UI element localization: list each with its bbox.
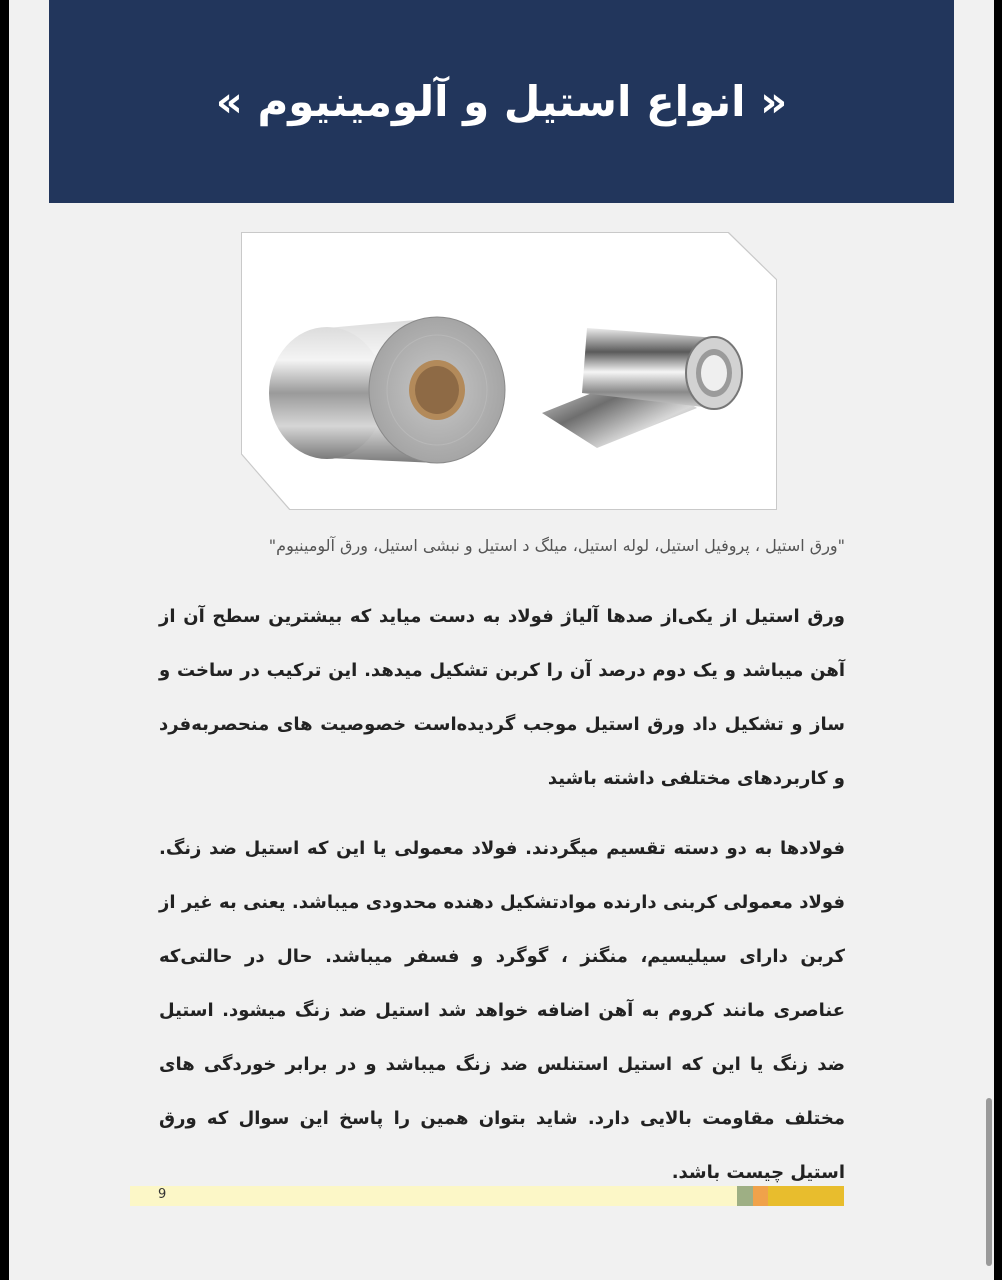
paragraph-2: فولادها به دو دسته تقسیم میگردند. فولاد معمولی یا این که استیل ضد زنگ. فولاد معمولی کربنی دارنده موادتشکیل دهنده محدودی میباشد. یعنی به غیر از کربن دارای سیلیسیم، منگنز ، گوگرد و فسفر میباشد. حال در حالتی‌که عناصری مانند کروم به آهن اضافه خواهد شد استیل ضد زنگ میشود. استیل ضد زنگ یا این که استیل استنلس ضد زنگ میباشد و در برابر خوردگی های مختلف مقاومت بالایی دارد. شاید بتوان همین را پاسخ این سوال که ورق استیل چیست باشد.: [159, 838, 845, 1183]
steel-coils-illustration: [242, 233, 776, 509]
title-banner: [49, 0, 954, 203]
document-page: [9, 0, 994, 1280]
page-title: « انواع استیل و آلومینیوم »: [215, 77, 788, 126]
footer-bar: [130, 1186, 844, 1206]
footer-accent-orange: [753, 1186, 768, 1206]
paragraph-1: ورق استیل از یکی‌از صدها آلیاژ فولاد به دست میاید که بیشترین سطح آن از آهن میباشد و یک دوم درصد آن را کربن تشکیل میدهد. این ترکیب در ساخت و ساز و تشکیل داد ورق استیل موجب گردیده‌است خصوصیت های منحصربه‌فرد و کاربردهای مختلفی داشته باشید: [159, 606, 845, 789]
footer-accent-green: [737, 1186, 753, 1206]
steel-coils-image: [242, 233, 776, 509]
vertical-scrollbar[interactable]: [986, 1098, 992, 1266]
footer-accent-gold: [768, 1186, 844, 1206]
image-caption: "ورق استیل ، پروفیل استیل، لوله استیل، میلگ د استیل و نبشی استیل، ورق آلومینیوم": [268, 536, 845, 555]
page-number: 9: [158, 1187, 167, 1202]
